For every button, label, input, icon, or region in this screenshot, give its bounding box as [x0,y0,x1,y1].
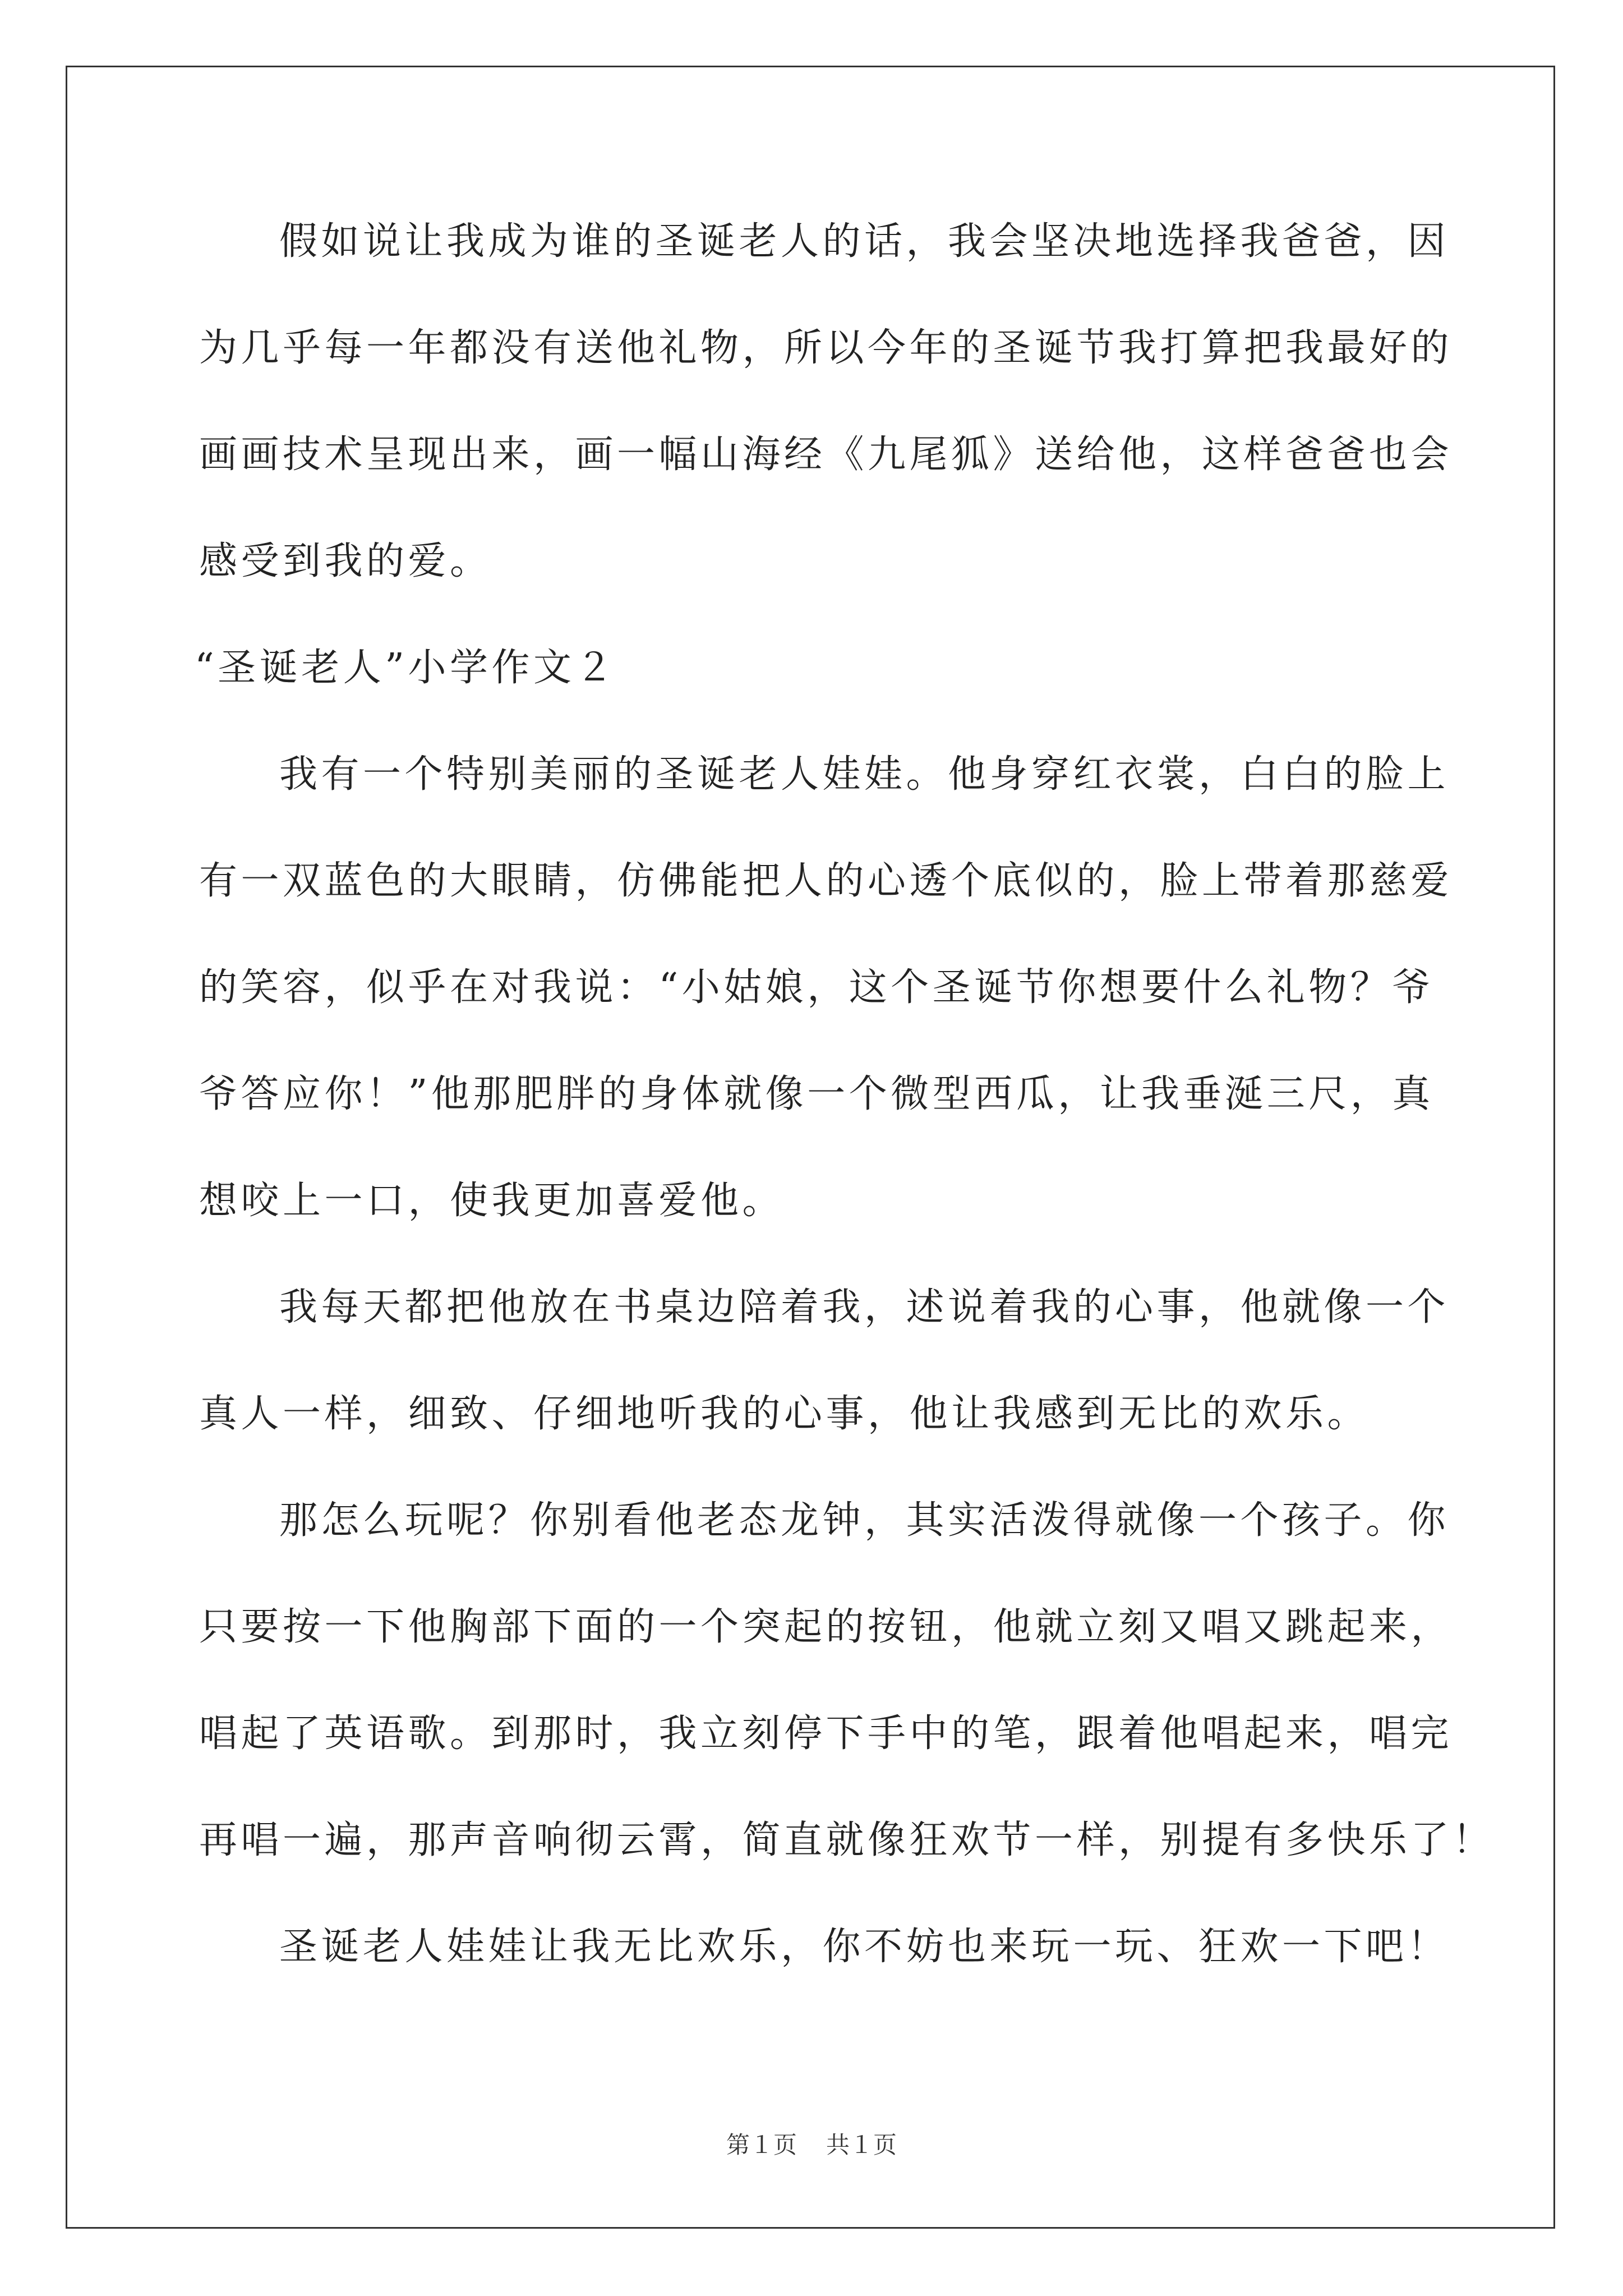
page-total: 共１页 [826,2131,897,2159]
section-heading: “圣诞老人”小学作文２ [195,646,617,690]
paragraph-4-line-4: 再唱一遍，那声音响彻云霄，简直就像狂欢节一样，别提有多快乐了！ [199,1818,1495,1862]
document-body [195,219,1495,2033]
paragraph-3-line-2: 真人一样，细致、仔细地听我的心事，他让我感到无比的欢乐。 [199,1392,1370,1436]
paragraph-1-line-1: 假如说让我成为谁的圣诞老人的话，我会坚决地选择我爸爸，因 [279,219,1450,264]
paragraph-2-line-4: 爷答应你！”他那肥胖的身体就像一个微型西瓜，让我垂涎三尺，真 [199,1072,1434,1116]
paragraph-4-line-1: 那怎么玩呢？你别看他老态龙钟，其实活泼得就像一个孩子。你 [279,1498,1450,1543]
paragraph-2-line-2: 有一双蓝色的大眼睛，仿佛能把人的心透个底似的，脸上带着那慈爱 [199,859,1453,903]
page-footer [0,2132,1623,2159]
paragraph-1-line-4: 感受到我的爱。 [199,539,492,583]
paragraph-3-line-1: 我每天都把他放在书桌边陪着我，述说着我的心事，他就像一个 [279,1285,1450,1329]
paragraph-1-line-3: 画画技术呈现出来，画一幅山海经《九尾狐》送给他，这样爸爸也会 [199,432,1453,477]
page-number: 第１页 [726,2131,797,2159]
paragraph-4-line-3: 唱起了英语歌。到那时，我立刻停下手中的笔，跟着他唱起来，唱完 [199,1711,1453,1756]
paragraph-1-line-2: 为几乎每一年都没有送他礼物，所以今年的圣诞节我打算把我最好的 [199,326,1453,370]
paragraph-2-line-3: 的笑容，似乎在对我说：“小姑娘，这个圣诞节你想要什么礼物？爷 [199,965,1434,1010]
paragraph-5-line-1: 圣诞老人娃娃让我无比欢乐，你不妨也来玩一玩、狂欢一下吧！ [279,1925,1450,1969]
paragraph-2-line-5: 想咬上一口，使我更加喜爱他。 [199,1179,785,1223]
paragraph-4-line-2: 只要按一下他胸部下面的一个突起的按钮，他就立刻又唱又跳起来， [199,1605,1453,1649]
paragraph-2-line-1: 我有一个特别美丽的圣诞老人娃娃。他身穿红衣裳，白白的脸上 [279,752,1450,797]
